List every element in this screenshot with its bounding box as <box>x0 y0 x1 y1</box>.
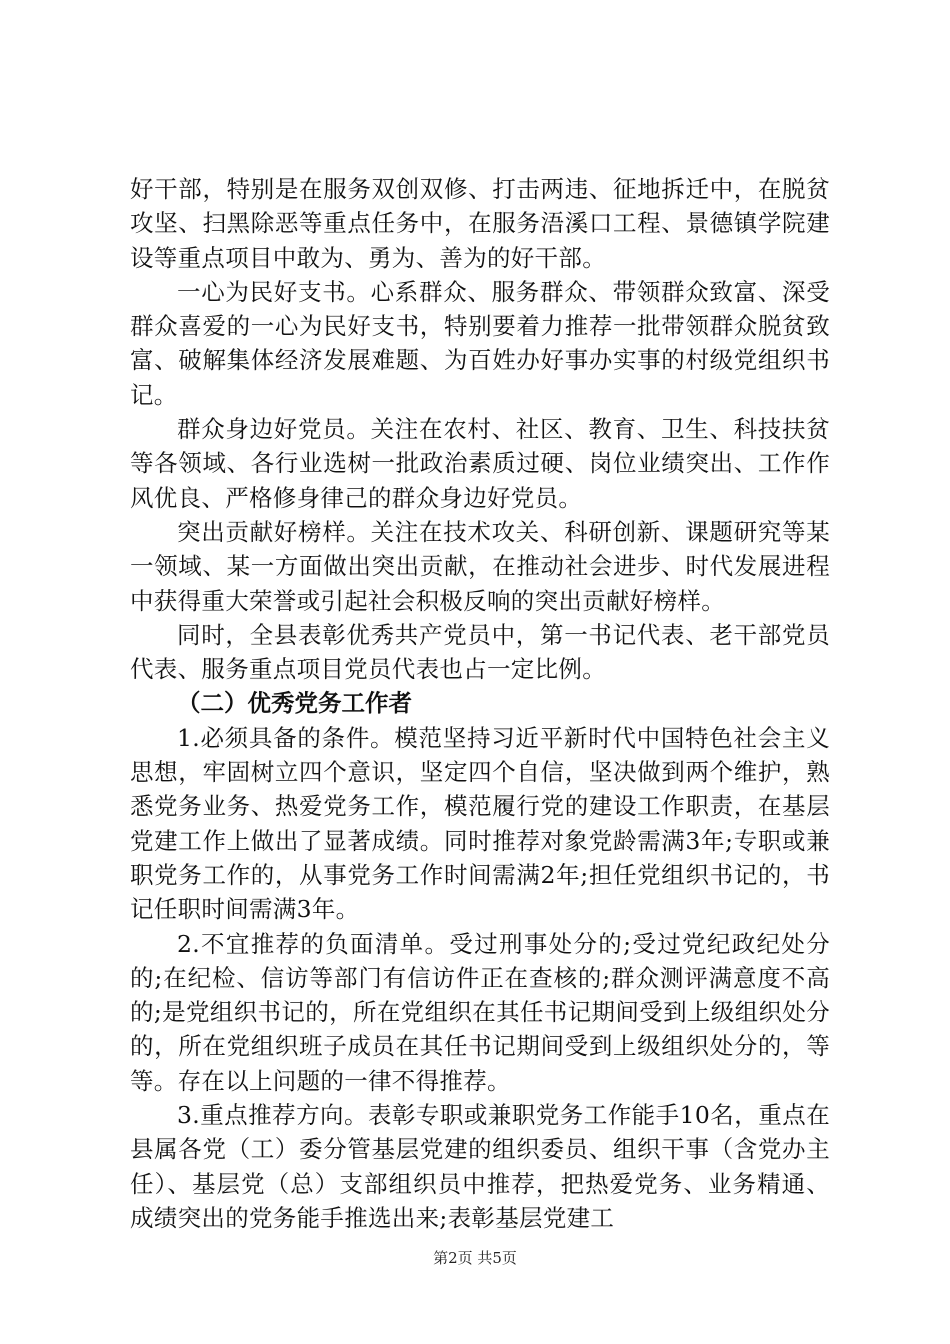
paragraph: 一心为民好支书。心系群众、服务群众、带领群众致富、深受群众喜爱的一心为民好支书，特别要着力推荐一批带领群众脱贫致富、破解集体经济发展难题、为百姓办好事办实事的村级党组织书记。 <box>130 277 830 409</box>
document-body <box>130 172 830 1235</box>
paragraph: 好干部，特别是在服务双创双修、打击两违、征地拆迁中，在脱贫攻坚、扫黑除恶等重点任务中，在服务浯溪口工程、景德镇学院建设等重点项目中敢为、勇为、善为的好干部。 <box>130 175 830 272</box>
paragraph: 2.不宜推荐的负面清单。受过刑事处分的;受过党纪政纪处分的;在纪检、信访等部门有信访件正在查核的;群众测评满意度不高的;是党组织书记的，所在党组织在其任书记期间受到上级组织处分的，所在党组织班子成员在其任书记期间受到上级组织处分的，等等。存在以上问题的一律不得推荐。 <box>130 929 830 1095</box>
paragraph: 1.必须具备的条件。模范坚持习近平新时代中国特色社会主义思想，牢固树立四个意识，坚定四个自信，坚决做到两个维护，熟悉党务业务、热爱党务工作，模范履行党的建设工作职责，在基层党建工作上做出了显著成绩。同时推荐对象党龄需满3年;专职或兼职党务工作的，从事党务工作时间需满2年;担任党组织书记的，书记任职时间需满3年。 <box>130 723 830 924</box>
paragraph: 突出贡献好榜样。关注在技术攻关、科研创新、课题研究等某一领域、某一方面做出突出贡献，在推动社会进步、时代发展进程中获得重大荣誉或引起社会积极反响的突出贡献好榜样。 <box>130 517 830 615</box>
section-heading: （二）优秀党务工作者 <box>177 689 412 718</box>
page-number-footer: 第2页 共5页 <box>433 1249 517 1267</box>
paragraph: 3.重点推荐方向。表彰专职或兼职党务工作能手10名，重点在县属各党（工）委分管基层党建的组织委员、组织干事（含党办主任）、基层党（总）支部组织员中推荐，把热爱党务、业务精通、成绩突出的党务能手推选出来;表彰基层党建工 <box>130 1101 830 1232</box>
paragraph: 同时，全县表彰优秀共产党员中，第一书记代表、老干部党员代表、服务重点项目党员代表也占一定比例。 <box>130 620 830 684</box>
paragraph: 群众身边好党员。关注在农村、社区、教育、卫生、科技扶贫等各领域、各行业选树一批政治素质过硬、岗位业绩突出、工作作风优良、严格修身律己的群众身边好党员。 <box>130 415 830 512</box>
